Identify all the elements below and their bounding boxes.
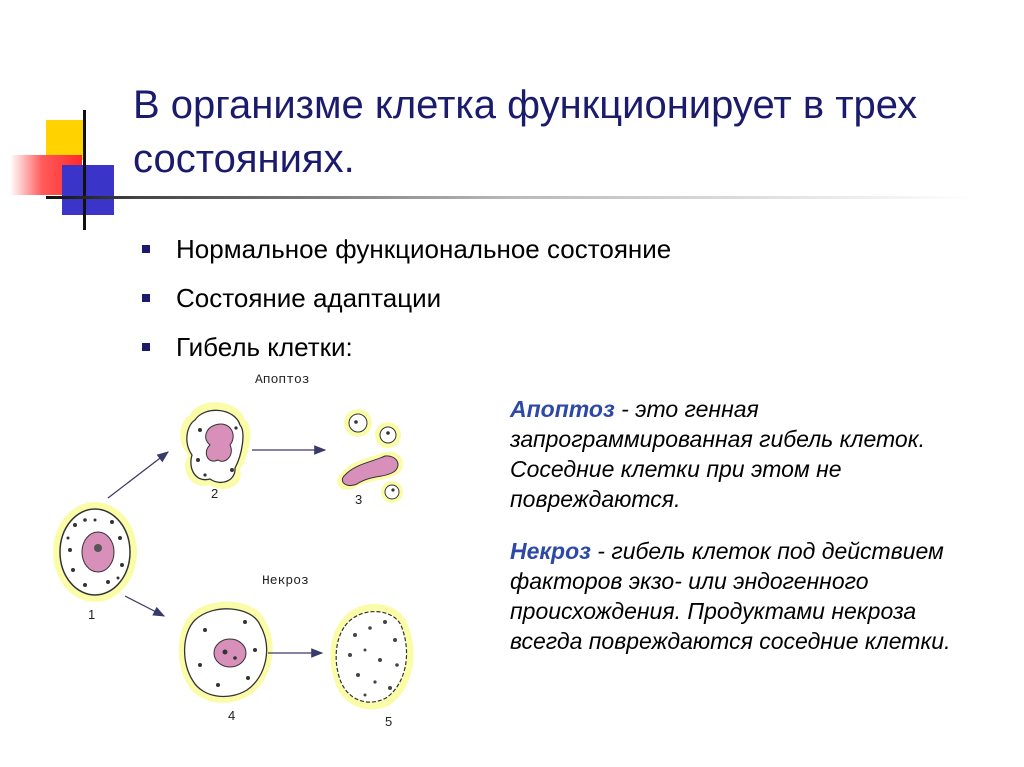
necrosis-term: Некроз xyxy=(510,538,591,564)
slide-title: В организме клетка функционирует в трех состояниях. xyxy=(133,83,918,181)
bullet-text: Гибель клетки: xyxy=(176,332,353,362)
necrosis-text: - гибель клеток под действием факторов экзо- или эндогенного происхождения. Продуктами некроза всегда повреждаются соседние клетки. xyxy=(510,538,951,654)
bullet-icon xyxy=(142,343,150,351)
cell-normal xyxy=(53,502,137,602)
stage-label-4: 4 xyxy=(228,708,236,723)
bullet-text: Состояние адаптации xyxy=(176,283,442,313)
bullet-text: Нормальное функциональное состояние xyxy=(176,234,672,264)
apoptosis-label: Апоптоз xyxy=(255,372,310,387)
bullet-item xyxy=(140,230,671,279)
bullet-list xyxy=(140,230,671,377)
title-underline xyxy=(46,196,976,199)
blue-square xyxy=(62,165,114,215)
arrow-1-to-4 xyxy=(125,596,164,616)
vertical-rule xyxy=(83,110,86,230)
red-gradient-bar xyxy=(10,155,82,195)
stage-label-5: 5 xyxy=(385,714,393,729)
apoptosis-text: - это генная запрограммированная гибель клеток. Соседние клетки при этом не повреждаются. xyxy=(510,396,925,512)
arrow-1-to-2 xyxy=(108,452,168,498)
necrosis-label: Некроз xyxy=(262,573,309,588)
cell-death-diagram xyxy=(40,360,460,760)
bullet-icon xyxy=(142,245,150,253)
cell-necrosis-stage5 xyxy=(330,604,413,710)
necrosis-definition xyxy=(510,536,970,656)
apoptosis-definition xyxy=(510,394,970,514)
cell-apoptosis-stage2 xyxy=(180,402,250,489)
stage-label-3: 3 xyxy=(355,492,363,507)
bullet-item xyxy=(140,279,671,328)
stage-label-2: 2 xyxy=(211,486,219,501)
cell-death-illustration xyxy=(40,360,460,760)
description-block xyxy=(510,394,970,656)
bullet-icon xyxy=(142,294,150,302)
cell-necrosis-stage4 xyxy=(179,602,273,703)
cell-apoptosis-stage3 xyxy=(337,409,403,503)
stage-label-1: 1 xyxy=(88,607,96,622)
apoptosis-term: Апоптоз xyxy=(510,396,615,422)
yellow-square xyxy=(46,120,86,160)
